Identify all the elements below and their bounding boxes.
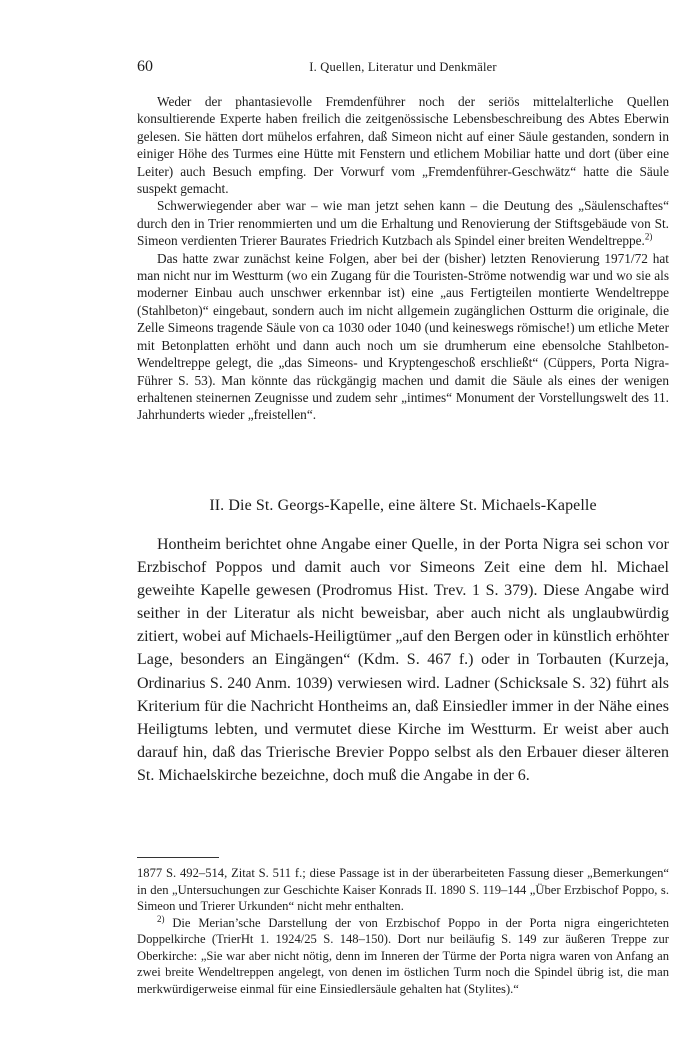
continuation-text	[137, 93, 669, 424]
footnotes	[137, 865, 669, 997]
footnote-reference: 2)	[644, 231, 653, 242]
footnote-2: $^{2)}$ Die Merian’sche Darstellung der von Erzbischof Poppo in der Porta nigra eingerichteten Doppelkirche (TrierHt 1. 1924/25 S. 148–150). Dort nur beiläufig S. 149 zur äußeren Treppe zur Oberkirche: „Sie war aber nicht nötig, denn im Inneren der Türme der Porta nigra waren von Anfang an zwei breite Wendeltreppen angelegt, von denen im östlichen Turm noch die Spindel übrig ist, die man merkwürdigerweise einmal für eine Einsiedlersäule gehalten hat (Stylites).“	[137, 913, 669, 996]
section-heading: II. Die St. Georgs-Kapelle, eine ältere St. Michaels-Kapelle	[209, 497, 597, 514]
paragraph: Hontheim berichtet ohne Angabe einer Quelle, in der Porta Nigra sei schon vor Erzbischof Poppos und damit auch vor Simeons Zeit eine dem hl. Michael geweihte Kapelle gewesen (Prodromus Hist. Trev. 1 S. 379). Diese Angabe wird seither in der Literatur als nicht beweisbar, aber auch nicht als unglaubwürdig zitiert, wobei auf Michaels-Heiligtümer „auf den Bergen oder in künstlich erhöhter Lage, besonders an Eingängen“ (Kdm. S. 467 f.) oder in Torbauten (Kurzeja, Ordinarius S. 240 Anm. 1039) verwiesen wird. Ladner (Schicksale S. 32) führt als Kriterium für die Nachricht Hontheims an, daß Einsiedler immer in der Nähe eines Heiligtums lebten, und vermutet diese Kirche im Westturm. Er weist aber auch darauf hin, daß das Trierische Brevier Poppo selbst als den Erbauer dieser älteren St. Michaelskirche bezeichne, doch muß die Angabe in der 6.	[137, 536, 669, 784]
paragraph: Weder der phantasievolle Fremdenführer noch der seriös mittelalterliche Quellen konsultierende Experte haben freilich die zeitgenössische Lebensbeschreibung des Abtes Eberwin gelesen. Sie hätten dort mühelos erfahren, daß Simeon nicht auf einer Säule gestanden, sondern in einiger Höhe des Turmes eine Hütte mit Fenstern und etlichem Mobiliar hatte und dort (über eine Leiter) auch Besuch empfing. Der Vorwurf vom „Fremdenführer-Geschwätz“ hatte die Säule suspekt gemacht.	[137, 94, 669, 197]
page-number: 60	[137, 58, 153, 75]
section-body	[137, 533, 669, 787]
footnote-divider	[137, 857, 219, 858]
paragraph: Schwerwiegender aber war – wie man jetzt sehen kann – die Deutung des „Säulenschaftes“ durch den in Trier renommierten und um die Erhaltung und Renovierung der Stiftsgebäude von St. Simeon verdienten Trierer Baurates Friedrich Kutzbach als Spindel einer breiten Wendeltreppe.$^{2)}$	[137, 198, 669, 249]
paragraph: Das hatte zwar zunächst keine Folgen, aber bei der (bisher) letzten Renovierung 1971/72 hat man nicht nur im Westturm (wo ein Zugang für die Touristen-Ströme notwendig war und wo sie als moderner Einbau auch unschwer erkennbar ist) eine „aus Fertigteilen montierte Wendeltreppe (Stahlbeton)“ eingebaut, sondern auch im nicht allgemein zugänglichen Ostturm die originale, die Zelle Simeons tragende Säule von ca 1030 oder 1040 (und keineswegs römische!) um etliche Meter mit Betonplatten erhöht und dann auch noch um sie drumherum eine ebensolche Stahlbeton-Wendeltreppe gelegt, die „das Simeons- und Kryptengeschoß erschließt“ (Cüppers, Porta Nigra-Führer S. 53). Man könnte das rückgängig machen und damit die Säule als eines der wenigen erhaltenen steinernen Zeugnisse und zudem sehr „intimes“ Monument der Vorstellungswelt des 11. Jahrhunderts wieder „freistellen“.	[137, 250, 669, 423]
running-head: I. Quellen, Literatur und Denkmäler	[309, 60, 497, 74]
footnote-continued: 1877 S. 492–514, Zitat S. 511 f.; diese Passage ist in der überarbeiteten Fassung dieser „Bemerkungen“ in den „Untersuchungen zur Geschichte Kaiser Konrads II. 1890 S. 119–144 „Über Erzbischof Poppo, s. Simeon und Trierer Urkunden“ nicht mehr enthalten.	[137, 866, 669, 913]
page-header	[137, 58, 669, 78]
footnote-marker: 2)	[157, 913, 165, 924]
